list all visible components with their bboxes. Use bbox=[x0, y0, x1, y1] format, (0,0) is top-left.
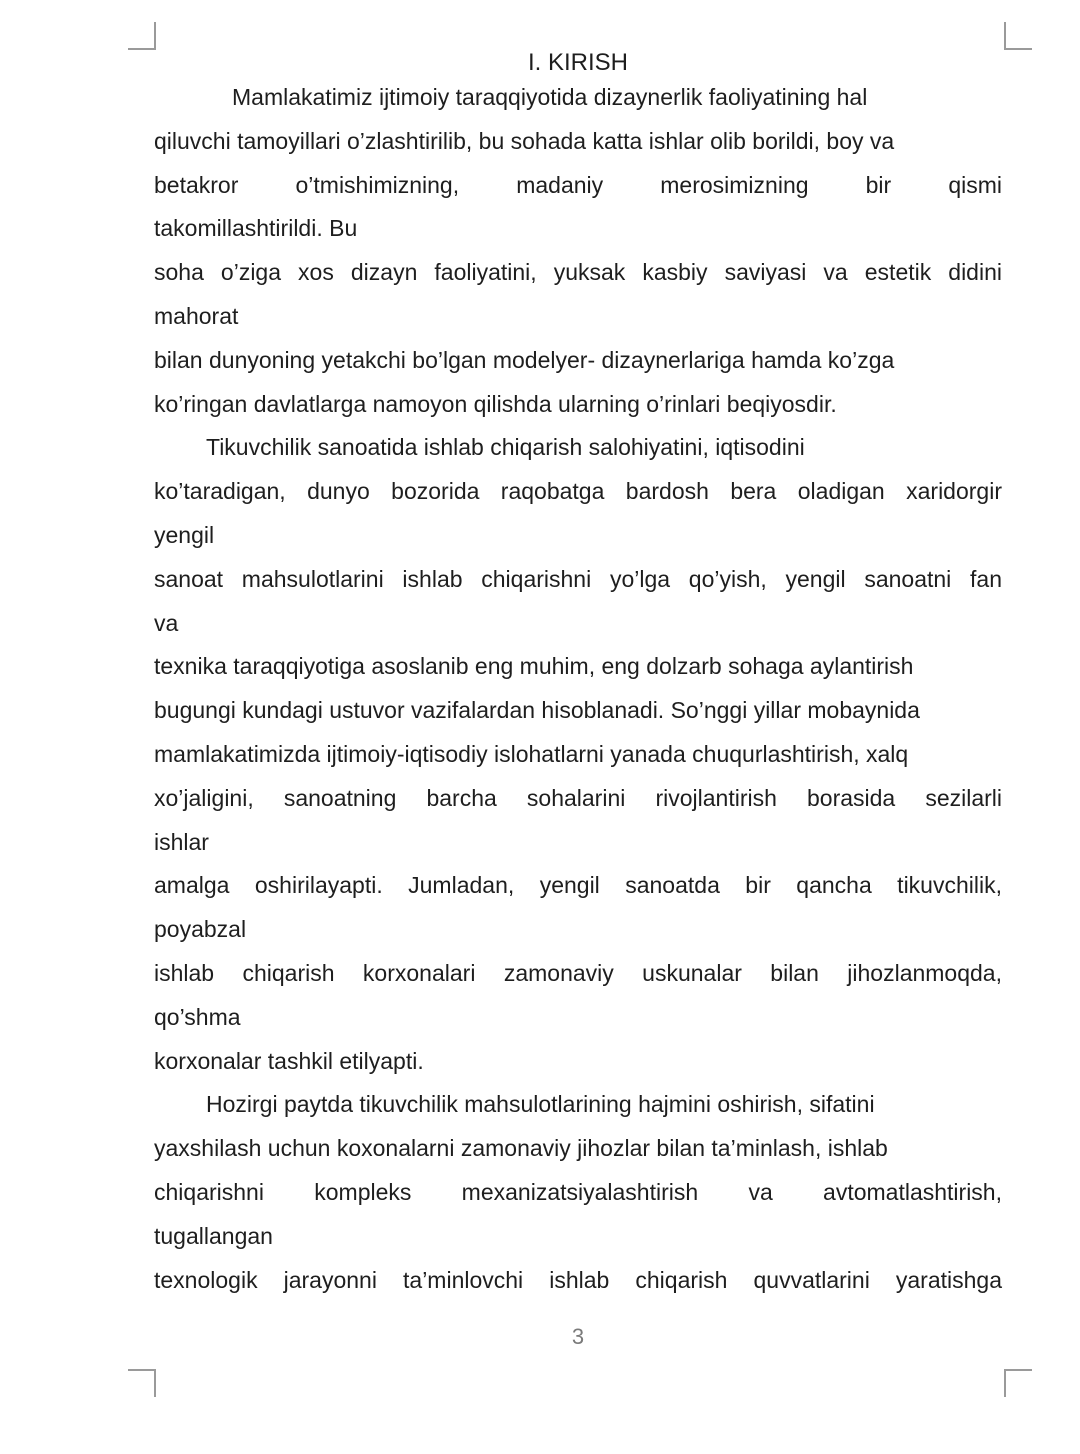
text-line: bugungi kundagi ustuvor vazifalardan hisoblanadi. So’nggi yillar mobaynida bbox=[154, 697, 920, 724]
text-line: yaxshilash uchun koxonalarni zamonaviy jihozlar bilan ta’minlash, ishlab bbox=[154, 1135, 888, 1162]
text-line: Tikuvchilik sanoatida ishlab chiqarish salohiyatini, iqtisodini bbox=[206, 434, 805, 461]
text-line: ishlab chiqarish korxonalari zamonaviy uskunalar bilan jihozlanmoqda, bbox=[154, 959, 1002, 986]
text-line: va bbox=[154, 609, 179, 636]
top-left-crop-mark bbox=[128, 22, 156, 50]
text-line: ko’taradigan, dunyo bozorida raqobatga bardosh bera oladigan xaridorgir bbox=[154, 478, 1002, 505]
text-line: poyabzal bbox=[154, 916, 247, 943]
text-line: Mamlakatimiz ijtimoiy taraqqiyotida dizaynerlik faoliyatining hal bbox=[232, 84, 868, 110]
text-line: soha o’ziga xos dizayn faoliyatini, yuksak kasbiy saviyasi va estetik didini bbox=[154, 259, 1002, 286]
text-line: qiluvchi tamoyillari o’zlashtirilib, bu sohada katta ishlar olib borildi, boy va bbox=[154, 127, 895, 154]
body-text bbox=[154, 76, 1002, 1302]
text-line: tugallangan bbox=[154, 1222, 273, 1249]
text-line: takomillashtirildi. Bu bbox=[154, 215, 358, 242]
section-title: I. KIRISH bbox=[527, 49, 629, 76]
text-line: qo’shma bbox=[154, 1003, 241, 1030]
bottom-left-crop-mark bbox=[128, 1369, 156, 1397]
bottom-right-crop-mark bbox=[1004, 1369, 1032, 1397]
text-line: sanoat mahsulotlarini ishlab chiqarishni yo’lga qo’yish, yengil sanoatni fan bbox=[154, 565, 1002, 592]
text-line: chiqarishni kompleks mexanizatsiyalashtirish va avtomatlashtirish, bbox=[154, 1178, 1002, 1205]
text-line: ko’ringan davlatlarga namoyon qilishda ularning o’rinlari beqiyosdir. bbox=[154, 390, 837, 417]
text-line: betakror o’tmishimizning, madaniy merosimizning bir qismi bbox=[154, 171, 1002, 198]
text-line: texnologik jarayonni ta’minlovchi ishlab chiqarish quvvatlarini yaratishga bbox=[154, 1266, 1002, 1293]
text-line: xo’jaligini, sanoatning barcha sohalarini rivojlantirish borasida sezilarli bbox=[154, 784, 1002, 811]
text-line: texnika taraqqiyotiga asoslanib eng muhim, eng dolzarb sohaga aylantirish bbox=[154, 653, 914, 680]
text-line: korxonalar tashkil etilyapti. bbox=[154, 1047, 424, 1074]
text-line: yengil bbox=[154, 521, 215, 548]
text-line: mamlakatimizda ijtimoiy-iqtisodiy islohatlarni yanada chuqurlashtirish, xalq bbox=[154, 740, 909, 767]
text-line: bilan dunyoning yetakchi bo’lgan modelyer- dizaynerlariga hamda ko’zga bbox=[154, 346, 895, 373]
top-right-crop-mark bbox=[1004, 22, 1032, 50]
text-line: mahorat bbox=[154, 302, 239, 329]
text-line: amalga oshirilayapti. Jumladan, yengil sanoatda bir qancha tikuvchilik, bbox=[154, 872, 1002, 899]
text-line: ishlar bbox=[154, 828, 209, 855]
text-line: Hozirgi paytda tikuvchilik mahsulotlarining hajmini oshirish, sifatini bbox=[206, 1091, 875, 1118]
page-number: 3 bbox=[571, 1324, 585, 1349]
